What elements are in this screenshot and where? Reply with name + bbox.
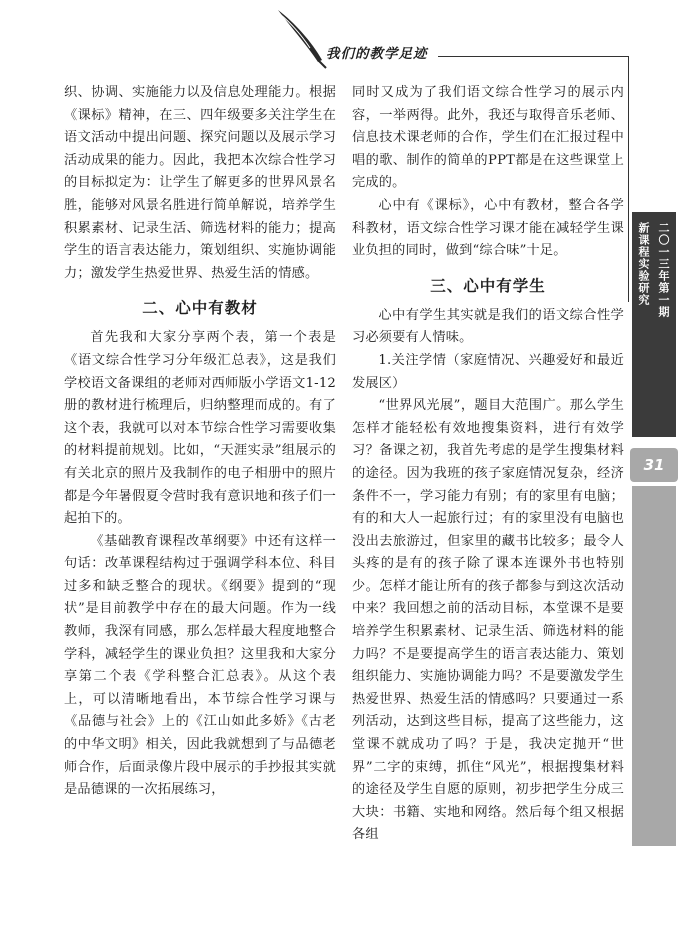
side-decoration-bar xyxy=(632,486,676,846)
paragraph: 同时又成为了我们语文综合性学习的展示内容，一举两得。此外，我还与取得音乐老师、信息技术课老师的合作，学生们在汇报过程中唱的歌、制作的简单的PPT都是在这些课堂上完成的。 xyxy=(352,85,624,191)
section-heading: 二、心中有教材 xyxy=(142,299,258,318)
paragraph: 织、协调、实施能力以及信息处理能力。根据《课标》精神，在三、四年级要多关注学生在语文活动中提出问题、探究问题以及展示学习活动成果的能力。因此，我把本次综合性学习的目标拟定为：让学生了解更多的世界风景名胜，能够对风景名胜进行简单解说，培养学生积累素材、记录生活、筛选材料的能力；提高学生的语言表达能力，策划组织、实施协调能力；激发学生热爱世界、热爱生活的情感。 xyxy=(64,85,336,281)
section-heading: 三、心中有学生 xyxy=(430,276,546,295)
journal-name: 新课程实验研究 xyxy=(637,222,650,306)
quill-pen-icon xyxy=(272,8,332,70)
header-rule xyxy=(438,56,628,57)
paragraph: 心中有学生其实就是我们的语文综合性学习必须要有人情味。 xyxy=(352,307,624,346)
page-number: 31 xyxy=(630,448,678,482)
page-header xyxy=(0,0,680,80)
left-column xyxy=(64,82,336,802)
paragraph: 心中有《课标》，心中有教材，整合各学科教材，语文综合性学习课才能在减轻学生课业负担的同时，做到“综合味”十足。 xyxy=(352,197,624,259)
journal-side-tab xyxy=(632,212,676,437)
paragraph: “世界风光展”，题目大范围广。那么学生怎样才能轻松有效地搜集资料，进行有效学习？备课之初，我首先考虑的是学生搜集材料的途径。因为我班的孩子家庭情况复杂，经济条件不一，学习能力有别；有的家里有电脑；有的和大人一起旅行过；有的家里没有电脑也没出去旅游过，但家里的藏书比较多；最令人头疼的是有的孩子除了课本连课外书也特别少。怎样才能让所有的孩子都参与到这次活动中来？我回想之前的活动目标，本堂课不是要培养学生积累素材、记录生活、筛选材料的能力吗？不是要提高学生的语言表达能力、策划组织能力、实施协调能力吗？不是要激发学生热爱世界、热爱生活的情感吗？只要通过一系列活动，达到这些目标，提高了这些能力，这堂课不就成功了吗？于是，我决定抛开“世界”二字的束缚，抓住“风光”，根据搜集材料的途径及学生自愿的原则，初步把学生分成三大块：书籍、实地和网络。然后每个组又根据各组 xyxy=(352,398,624,843)
paragraph: 1.关注学情（家庭情况、兴趣爱好和最近发展区） xyxy=(352,352,624,391)
journal-issue: 二〇一三年第一期 xyxy=(657,222,670,318)
header-title: 我们的教学足迹 xyxy=(326,46,428,62)
column-divider-line xyxy=(628,56,629,302)
right-column xyxy=(352,82,624,847)
paragraph: 首先我和大家分享两个表，第一个表是《语文综合性学习分年级汇总表》，这是我们学校语文备课组的老师对西师版小学语文1-12册的教材进行梳理后，归纳整理而成的。有了这个表，我就可以对本节综合性学习需要收集的材料提前规划。比如，“天涯实录”组展示的有关北京的照片及我制作的电子相册中的照片都是今年暑假夏令营时我有意识地和孩子们一起拍下的。 xyxy=(64,330,336,527)
paragraph: 《基础教育课程改革纲要》中还有这样一句话：改革课程结构过于强调学科本位、科目过多和缺乏整合的现状。《纲要》提到的“现状”是目前教学中存在的最大问题。作为一线教师，我深有同感，那么怎样最大程度地整合学科，减轻学生的课业负担？这里我和大家分享第二个表《学科整合汇总表》。从这个表上，可以清晰地看出，本节综合性学习课与《品德与社会》上的《江山如此多娇》《古老的中华文明》相关，因此我就想到了与品德老师合作，后面录像片段中展示的手抄报其实就是品德课的一次拓展练习， xyxy=(64,533,336,798)
